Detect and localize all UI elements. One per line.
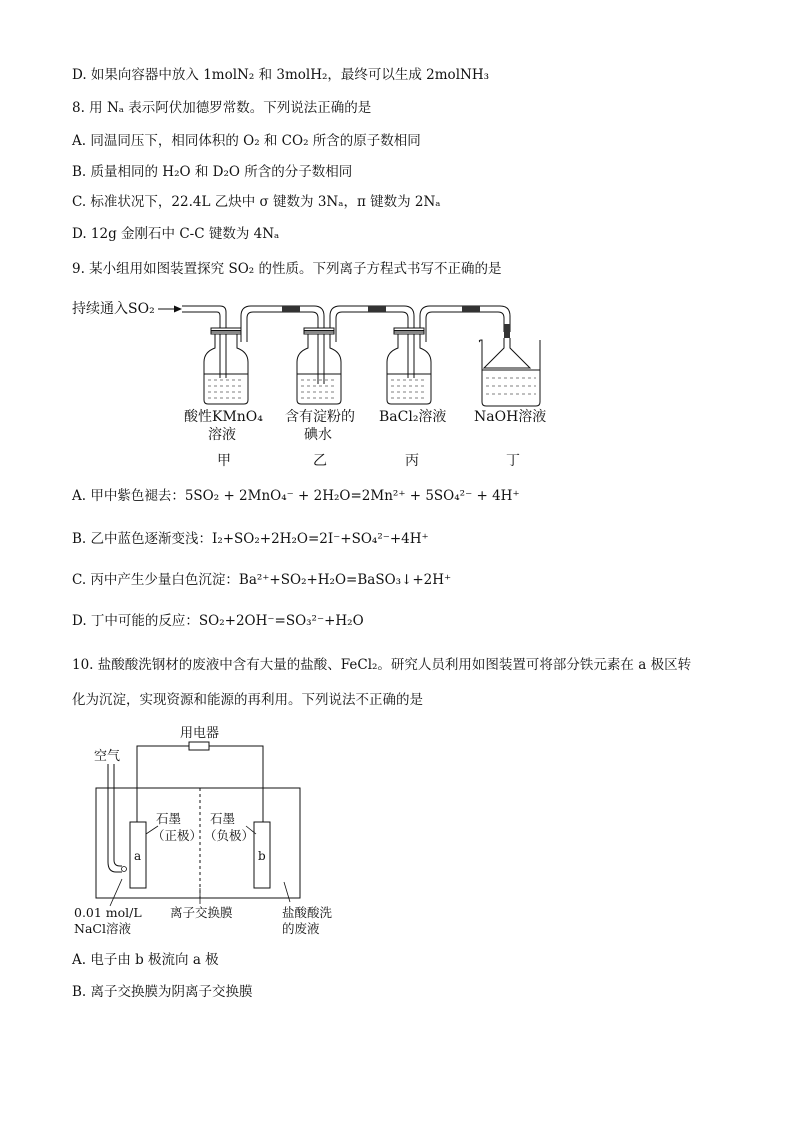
left-solution-label-1: 0.01 mol/L (74, 905, 142, 920)
q10-stem-line-1: 10. 盐酸酸洗钢材的废液中含有大量的盐酸、FeCl₂。研究人员利用如图装置可将部分铁元素在 a 极区转 (72, 657, 692, 673)
bottle-bing-tag: 丙 (405, 453, 419, 469)
bottle-bing (387, 328, 431, 404)
electrode-b-letter: b (258, 849, 266, 863)
left-solution-label-2: NaCl溶液 (74, 921, 131, 936)
q10-option-b: B. 离子交换膜为阴离子交换膜 (72, 984, 253, 1000)
electrode-a-letter: a (134, 849, 142, 863)
electrode-a-name: 石墨 (156, 811, 182, 826)
air-label: 空气 (94, 749, 121, 764)
gas-pipe (182, 306, 510, 384)
electrochemical-cell-diagram (70, 722, 370, 942)
bottle-bing-label-1: BaCl₂溶液 (379, 409, 447, 425)
q8-option-b: B. 质量相同的 H₂O 和 D₂O 所含的分子数相同 (72, 164, 353, 180)
q8-option-d: D. 12g 金刚石中 C-C 键数为 4Nₐ (72, 226, 280, 242)
bottle-yi-label-2: 碘水 (304, 427, 332, 443)
bottle-jia-label-1: 酸性KMnO₄ (184, 409, 263, 425)
beaker-ding-label-1: NaOH溶液 (474, 409, 547, 425)
so2-apparatus-diagram (70, 292, 570, 474)
device-label: 用电器 (180, 726, 220, 741)
q8-option-c: C. 标准状况下，22.4L 乙炔中 σ 键数为 3Nₐ，π 键数为 2Nₐ (72, 194, 441, 210)
bottle-yi (297, 328, 341, 404)
q7-option-d: D. 如果向容器中放入 1molN₂ 和 3molH₂，最终可以生成 2molNH₃ (72, 67, 490, 83)
membrane-label: 离子交换膜 (170, 905, 233, 920)
q8-stem: 8. 用 Nₐ 表示阿伏加德罗常数。下列说法正确的是 (72, 100, 372, 116)
electrode-a-role: （正极） (152, 828, 203, 843)
beaker-ding-tag: 丁 (506, 453, 520, 469)
bottle-yi-tag: 乙 (313, 453, 327, 469)
q9-option-d: D. 丁中可能的反应：SO₂+2OH⁻=SO₃²⁻+H₂O (72, 613, 364, 629)
bottle-jia-label-2: 溶液 (208, 427, 236, 443)
inlet-label: 持续通入SO₂ (72, 301, 155, 317)
q8-option-a: A. 同温同压下，相同体积的 O₂ 和 CO₂ 所含的原子数相同 (72, 133, 421, 149)
q10-option-a: A. 电子由 b 极流向 a 极 (72, 952, 219, 968)
q9-option-b: B. 乙中蓝色逐渐变浅：I₂+SO₂+2H₂O=2I⁻+SO₄²⁻+4H⁺ (72, 531, 429, 547)
q9-option-c: C. 丙中产生少量白色沉淀：Ba²⁺+SO₂+H₂O=BaSO₃↓+2H⁺ (72, 572, 452, 588)
q9-stem: 9. 某小组用如图装置探究 SO₂ 的性质。下列离子方程式书写不正确的是 (72, 261, 502, 277)
right-solution-label-2: 的废液 (282, 921, 320, 936)
beaker-ding (479, 338, 540, 406)
electrode-b-name: 石墨 (210, 811, 236, 826)
q10-stem-line-2: 化为沉淀，实现资源和能源的再利用。下列说法不正确的是 (72, 692, 423, 708)
q9-option-a: A. 甲中紫色褪去：5SO₂ + 2MnO₄⁻ + 2H₂O=2Mn²⁺ + 5SO₄²⁻ + 4H⁺ (72, 488, 520, 504)
bottle-yi-label-1: 含有淀粉的 (285, 409, 355, 425)
electrode-b-role: （负极） (204, 828, 255, 843)
bottle-jia-tag: 甲 (217, 453, 231, 469)
right-solution-label-1: 盐酸酸洗 (282, 905, 333, 920)
